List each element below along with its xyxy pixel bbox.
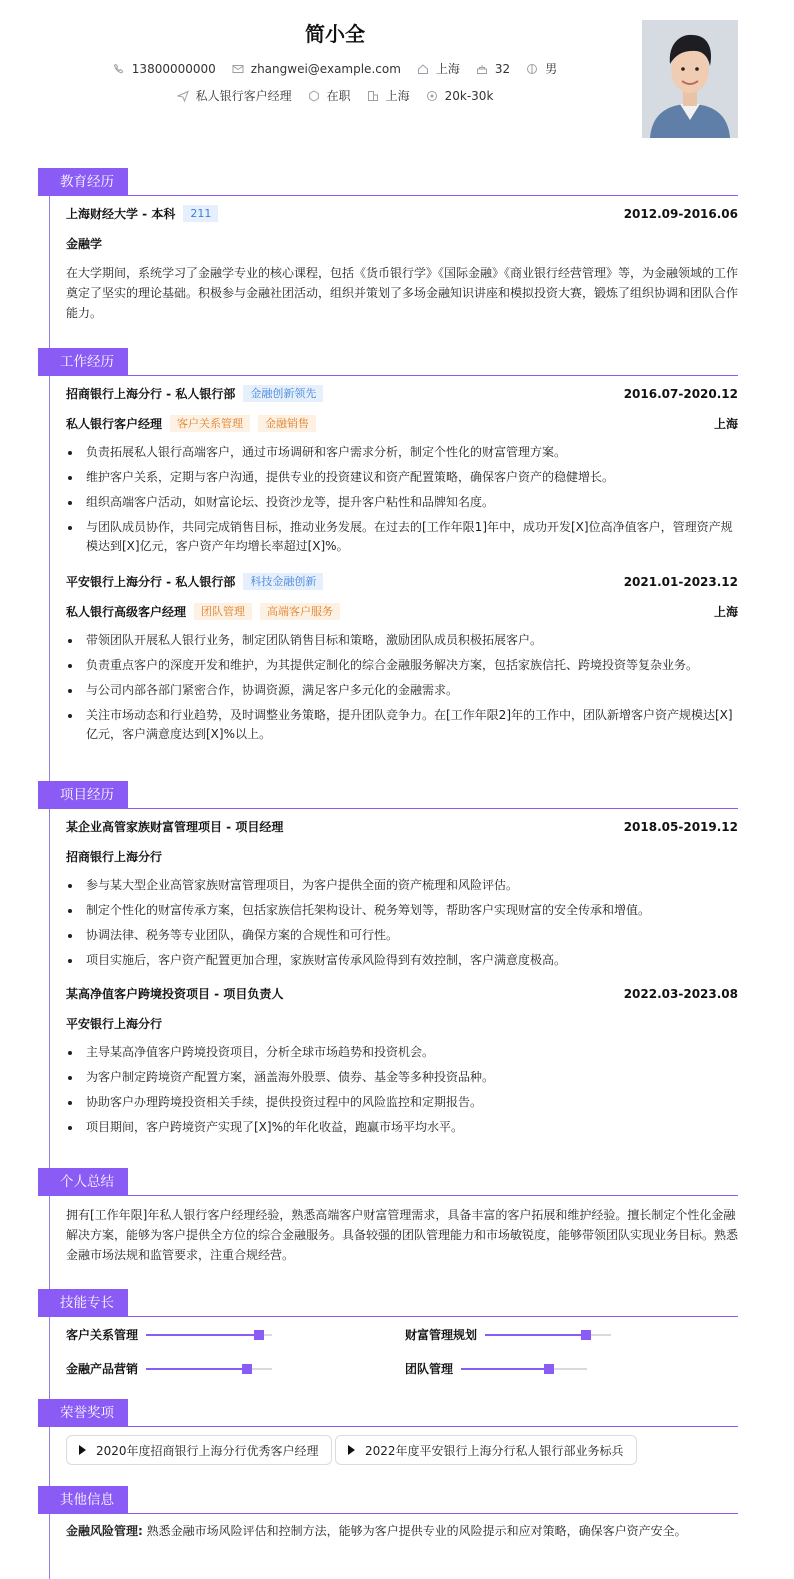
section-divider bbox=[38, 195, 738, 196]
building-icon bbox=[367, 90, 379, 102]
work-section-header bbox=[38, 348, 738, 376]
gender-text: 男 bbox=[545, 62, 558, 76]
work-city: 上海 bbox=[713, 605, 738, 619]
company-name: 平安银行上海分行 - 私人银行部 bbox=[66, 575, 236, 589]
company-name: 招商银行上海分行 - 私人银行部 bbox=[66, 387, 236, 401]
section-title: 项目经历 bbox=[38, 781, 128, 809]
phone-text: 13800000000 bbox=[131, 61, 216, 76]
work-role-row bbox=[66, 415, 738, 432]
section-divider bbox=[38, 808, 738, 809]
job-target-item bbox=[177, 87, 292, 104]
section-title: 其他信息 bbox=[38, 1486, 128, 1514]
role-tag: 团队管理 bbox=[194, 603, 252, 620]
section-divider bbox=[38, 375, 738, 376]
skill-level-bar bbox=[146, 1334, 272, 1336]
candidate-name: 简小全 bbox=[305, 22, 365, 46]
phone-item bbox=[113, 62, 216, 76]
award-text: 2020年度招商银行上海分行优秀客户经理 bbox=[96, 1443, 319, 1458]
skill-item bbox=[66, 1360, 272, 1377]
resume-header bbox=[0, 0, 794, 150]
skill-name: 财富管理规划 bbox=[405, 1328, 478, 1342]
list-item: 与公司内部各部门紧密合作，协调资源，满足客户多元化的金融需求。 bbox=[66, 681, 738, 700]
section-title: 荣誉奖项 bbox=[38, 1399, 128, 1427]
skill-level-fill bbox=[485, 1334, 586, 1336]
other-text: 熟悉金融市场风险评估和控制方法，能够为客户提供专业的风险提示和应对策略，确保客户资产安全。 bbox=[146, 1524, 687, 1538]
age-text: 32 bbox=[494, 61, 511, 76]
work-company-row bbox=[66, 385, 738, 402]
role-tag: 金融销售 bbox=[258, 415, 316, 432]
major-name: 金融学 bbox=[66, 237, 103, 251]
list-item: 项目实施后，客户资产配置更加合理，家族财富传承风险得到有效控制，客户满意度极高。 bbox=[66, 951, 738, 970]
company-tag: 科技金融创新 bbox=[243, 573, 323, 590]
skill-level-knob bbox=[242, 1364, 252, 1374]
award-text: 2022年度平安银行上海分行私人银行部业务标兵 bbox=[365, 1443, 624, 1458]
company-tag: 金融创新领先 bbox=[243, 385, 323, 402]
avatar-illustration bbox=[642, 20, 738, 138]
skill-level-knob bbox=[581, 1330, 591, 1340]
skill-item bbox=[405, 1360, 587, 1377]
summary-section-header bbox=[38, 1168, 738, 1196]
skill-level-fill bbox=[461, 1368, 549, 1370]
skill-level-fill bbox=[146, 1334, 259, 1336]
coin-icon bbox=[426, 90, 438, 102]
project-name: 某高净值客户跨境投资项目 - 项目负责人 bbox=[66, 987, 284, 1001]
city-item bbox=[367, 87, 410, 104]
email-text: zhangwei@example.com bbox=[250, 61, 401, 76]
email-item bbox=[232, 62, 401, 76]
section-divider bbox=[38, 1316, 738, 1317]
skill-level-bar bbox=[146, 1368, 272, 1370]
age-item bbox=[476, 62, 510, 76]
role-tag: 高端客户服务 bbox=[260, 603, 340, 620]
skills-section-header bbox=[38, 1289, 738, 1317]
list-item: 与团队成员协作，共同完成销售目标，推动业务发展。在过去的[工作年限1]年中，成功开发[X]位高净值客户，管理资产规模达到[X]亿元，客户资产年均增长率超过[X]%。 bbox=[66, 518, 738, 556]
list-item: 协助客户办理跨境投资相关手续，提供投资过程中的风险监控和定期报告。 bbox=[66, 1093, 738, 1112]
project-row bbox=[66, 818, 738, 835]
send-icon bbox=[177, 90, 189, 102]
project-bullets bbox=[66, 1043, 738, 1143]
project-org: 平安银行上海分行 bbox=[66, 1017, 163, 1031]
project-org-row bbox=[66, 848, 738, 865]
skill-item bbox=[66, 1326, 272, 1343]
role-tag: 客户关系管理 bbox=[170, 415, 250, 432]
project-date: 2018.05-2019.12 bbox=[623, 819, 738, 834]
home-icon bbox=[417, 63, 429, 75]
school-tag: 211 bbox=[183, 205, 218, 222]
other-section-header bbox=[38, 1486, 738, 1514]
project-bullets bbox=[66, 876, 738, 976]
section-title: 教育经历 bbox=[38, 168, 128, 196]
project-org: 招商银行上海分行 bbox=[66, 850, 163, 864]
work-city: 上海 bbox=[713, 417, 738, 431]
award-item bbox=[335, 1435, 637, 1465]
major-row bbox=[66, 235, 738, 252]
other-info bbox=[66, 1521, 738, 1541]
project-org-row bbox=[66, 1015, 738, 1032]
award-item bbox=[66, 1435, 332, 1465]
job-target-text: 私人银行客户经理 bbox=[195, 89, 292, 103]
section-title: 个人总结 bbox=[38, 1168, 128, 1196]
education-date: 2012.09-2016.06 bbox=[623, 206, 738, 221]
education-description: 在大学期间，系统学习了金融学专业的核心课程，包括《货币银行学》《国际金融》《商业银行经营管理》等，为金融领域的工作奠定了坚实的理论基础。积极参与金融社团活动，组织并策划了多场金融知识讲座和模拟投资大赛，锻炼了组织协调和团队合作能力。 bbox=[66, 266, 739, 320]
list-item: 组织高端客户活动，如财富论坛、投资沙龙等，提升客户粘性和品牌知名度。 bbox=[66, 493, 738, 512]
salary-text: 20k-30k bbox=[444, 88, 494, 103]
list-item: 项目期间，客户跨境资产实现了[X]%的年化收益，跑赢市场平均水平。 bbox=[66, 1118, 738, 1137]
gender-item bbox=[526, 60, 557, 77]
location-text: 上海 bbox=[435, 62, 460, 76]
education-section-header bbox=[38, 168, 738, 196]
gender-icon bbox=[526, 63, 538, 75]
job-intent-row bbox=[0, 87, 670, 104]
list-item: 负责拓展私人银行高端客户，通过市场调研和客户需求分析，制定个性化的财富管理方案。 bbox=[66, 443, 738, 462]
summary-text: 拥有[工作年限]年私人银行客户经理经验，熟悉高端客户财富管理需求，具备丰富的客户拓展和维护经验。擅长制定个性化金融解决方案，能够为客户提供全方位的综合金融服务。具备较强的团队管理能力和市场敏锐度，能够带领团队实现业务目标。熟悉金融市场法规和监管要求，注重合规经营。 bbox=[66, 1208, 739, 1262]
skill-level-bar bbox=[461, 1368, 587, 1370]
work-company-row bbox=[66, 573, 738, 590]
list-item: 协调法律、税务等专业团队，确保方案的合规性和可行性。 bbox=[66, 926, 738, 945]
list-item: 维护客户关系，定期与客户沟通，提供专业的投资建议和资产配置策略，确保客户资产的稳健增长。 bbox=[66, 468, 738, 487]
skill-level-knob bbox=[544, 1364, 554, 1374]
contact-row bbox=[0, 60, 670, 77]
phone-icon bbox=[113, 63, 125, 75]
school-name: 上海财经大学 - 本科 bbox=[66, 207, 176, 221]
work-bullets bbox=[66, 443, 738, 562]
section-title: 技能专长 bbox=[38, 1289, 128, 1317]
city-text: 上海 bbox=[385, 89, 410, 103]
skill-level-bar bbox=[485, 1334, 611, 1336]
list-item: 制定个性化的财富传承方案，包括家族信托架构设计、税务筹划等，帮助客户实现财富的安全传承和增值。 bbox=[66, 901, 738, 920]
work-bullets bbox=[66, 631, 738, 750]
work-date: 2016.07-2020.12 bbox=[623, 386, 738, 401]
section-divider bbox=[38, 1426, 738, 1427]
list-item: 参与某大型企业高管家族财富管理项目，为客户提供全面的资产梳理和风险评估。 bbox=[66, 876, 738, 895]
skill-item bbox=[405, 1326, 611, 1343]
project-date: 2022.03-2023.08 bbox=[623, 986, 738, 1001]
project-row bbox=[66, 985, 738, 1002]
skill-name: 客户关系管理 bbox=[66, 1328, 139, 1342]
education-row bbox=[66, 205, 738, 222]
section-divider bbox=[38, 1513, 738, 1514]
list-item: 带领团队开展私人银行业务，制定团队销售目标和策略，激励团队成员积极拓展客户。 bbox=[66, 631, 738, 650]
project-name: 某企业高管家族财富管理项目 - 项目经理 bbox=[66, 820, 284, 834]
status-icon bbox=[308, 90, 320, 102]
list-item: 关注市场动态和行业趋势，及时调整业务策略，提升团队竞争力。在[工作年限2]年的工作中，团队新增客户资产规模达[X]亿元，客户满意度达到[X]%以上。 bbox=[66, 706, 738, 744]
work-role-row bbox=[66, 603, 738, 620]
play-triangle-icon bbox=[348, 1445, 355, 1455]
role-name: 私人银行高级客户经理 bbox=[66, 605, 187, 619]
work-date: 2021.01-2023.12 bbox=[623, 574, 738, 589]
skill-level-fill bbox=[146, 1368, 247, 1370]
project-section-header bbox=[38, 781, 738, 809]
play-triangle-icon bbox=[79, 1445, 86, 1455]
role-name: 私人银行客户经理 bbox=[66, 417, 163, 431]
mail-icon bbox=[232, 63, 244, 75]
skill-level-knob bbox=[254, 1330, 264, 1340]
status-item bbox=[308, 87, 351, 104]
section-title: 工作经历 bbox=[38, 348, 128, 376]
status-text: 在职 bbox=[326, 89, 351, 103]
list-item: 负责重点客户的深度开发和维护，为其提供定制化的综合金融服务解决方案，包括家族信托、跨境投资等复杂业务。 bbox=[66, 656, 738, 675]
skill-name: 团队管理 bbox=[405, 1362, 454, 1376]
salary-item bbox=[426, 89, 494, 103]
list-item: 为客户制定跨境资产配置方案，涵盖海外股票、债券、基金等多种投资品种。 bbox=[66, 1068, 738, 1087]
cake-icon bbox=[476, 63, 488, 75]
honors-section-header bbox=[38, 1399, 738, 1427]
skill-name: 金融产品营销 bbox=[66, 1362, 139, 1376]
section-divider bbox=[38, 1195, 738, 1196]
timeline-line bbox=[49, 195, 50, 1579]
list-item: 主导某高净值客户跨境投资项目，分析全球市场趋势和投资机会。 bbox=[66, 1043, 738, 1062]
location-item bbox=[417, 60, 460, 77]
profile-photo bbox=[642, 20, 738, 138]
other-label: 金融风险管理: bbox=[66, 1524, 143, 1538]
